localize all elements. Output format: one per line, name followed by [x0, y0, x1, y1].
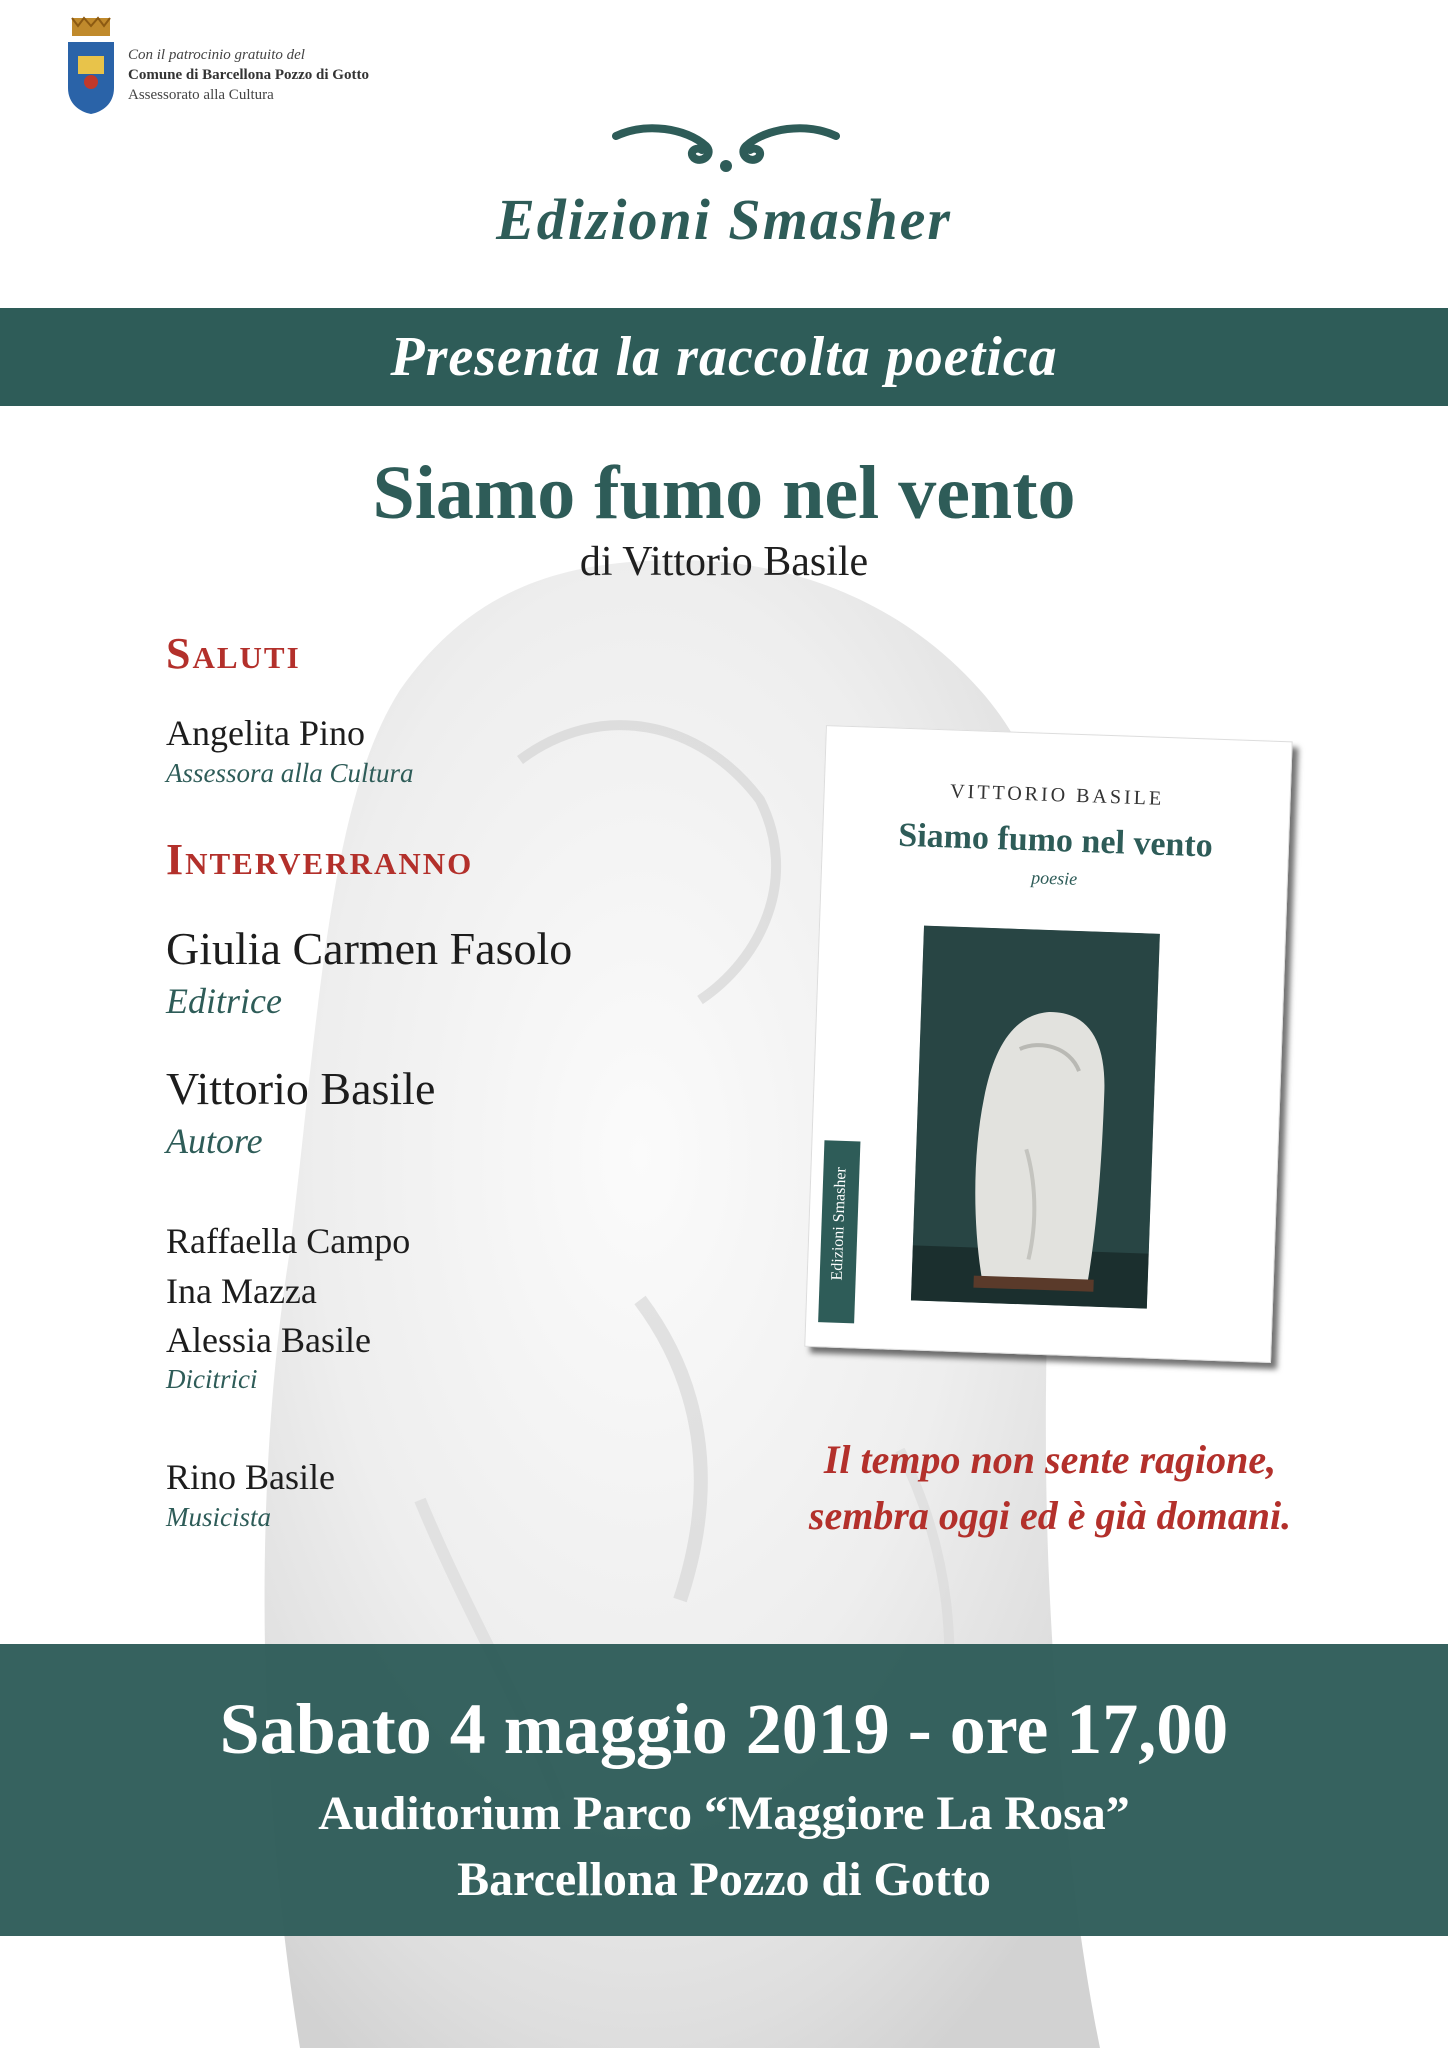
presenta-band [0, 308, 1448, 406]
event-city: Barcellona Pozzo di Gotto [457, 1853, 991, 1906]
event-band [0, 1644, 1448, 1936]
speaker-role: Autore [166, 1121, 263, 1161]
quote-line-1: Il tempo non sente ragione, [823, 1437, 1277, 1482]
section-heading-saluti: Saluti [166, 629, 301, 678]
event-date-time: Sabato 4 maggio 2019 - ore 17,00 [219, 1689, 1229, 1769]
section-heading-interverranno: Interverranno [166, 835, 474, 884]
coat-of-arms-icon [64, 16, 118, 116]
author-line: di Vittorio Basile [579, 539, 869, 585]
page-title: Siamo fumo nel vento [372, 451, 1076, 535]
reader-name: Alessia Basile [166, 1320, 371, 1360]
patronage-line-3: Assessorato alla Cultura [128, 87, 274, 103]
speaker-name: Giulia Carmen Fasolo [166, 923, 573, 974]
speaker-name: Angelita Pino [166, 713, 365, 753]
musician-role: Musicista [166, 1502, 271, 1532]
book-cover-page [804, 725, 1292, 1363]
publisher-name: Edizioni Smasher [496, 187, 952, 252]
quote-line-2: sembra oggi ed è già domani. [808, 1493, 1292, 1538]
event-venue: Auditorium Parco “Maggiore La Rosa” [318, 1787, 1130, 1840]
book-cover-title: Siamo fumo nel vento [897, 816, 1214, 865]
readers-role: Dicitrici [166, 1364, 258, 1394]
publisher-ornament-icon [606, 118, 846, 178]
book-cover-photo [911, 926, 1160, 1309]
sculpture-photo-icon [911, 926, 1160, 1309]
speaker-name: Vittorio Basile [166, 1063, 436, 1114]
reader-name: Ina Mazza [166, 1271, 317, 1311]
book-cover-spine-text: Edizioni Smasher [828, 1166, 850, 1281]
book-cover-subtitle: poesie [1030, 867, 1078, 889]
patronage-line-1: Con il patrocinio gratuito del [128, 47, 305, 63]
musician-name: Rino Basile [166, 1457, 335, 1497]
book-cover-spine [818, 1140, 860, 1323]
speaker-role: Assessora alla Cultura [166, 758, 414, 788]
patronage-block [64, 16, 484, 116]
speaker-role: Editrice [166, 981, 282, 1021]
book-cover-author: VITTORIO BASILE [949, 780, 1165, 810]
reader-name: Raffaella Campo [166, 1221, 411, 1261]
book-cover [804, 725, 1290, 1361]
presenta-text: Presenta la raccolta poetica [390, 326, 1058, 388]
patronage-line-2: Comune di Barcellona Pozzo di Gotto [128, 67, 369, 83]
